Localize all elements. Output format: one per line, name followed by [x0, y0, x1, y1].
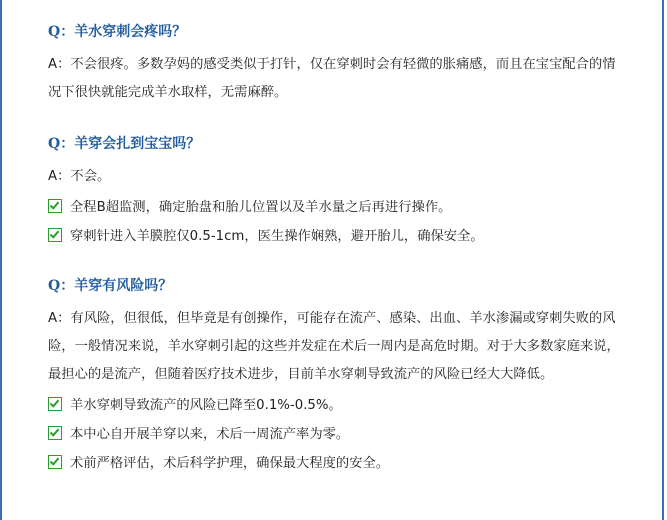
check-item-text: 全程B超监测，确定胎盘和胎儿位置以及羊水量之后再进行操作。 — [70, 200, 452, 215]
faq-section-pain — [48, 22, 628, 107]
green-checkbox-icon — [48, 426, 62, 440]
check-item — [48, 220, 628, 249]
faq-answer: A：有风险，但很低，但毕竟是有创操作，可能存在流产、感染、出血、羊水渗漏或穿刺失败的风险，一般情况来说，羊水穿刺引起的这些并发症在术后一周内是高危时期。对于大多数家庭来说，最担心的是流产，但随着医疗技术进步，目前羊水穿刺导致流产的风险已经大大降低。 — [48, 311, 620, 382]
green-checkbox-icon — [48, 228, 62, 242]
check-item-text: 羊水穿刺导致流产的风险已降至0.1%-0.5%。 — [70, 398, 342, 413]
check-item-text: 本中心自开展羊穿以来，术后一周流产率为零。 — [70, 427, 350, 442]
check-item — [48, 389, 628, 418]
check-item — [48, 447, 628, 476]
green-checkbox-icon — [48, 199, 62, 213]
faq-section-risk — [48, 276, 628, 476]
faq-answer: A：不会很疼。多数孕妈的感受类似于打针，仅在穿刺时会有轻微的胀痛感，而且在宝宝配合的情况下很快就能完成羊水取样，无需麻醉。 — [48, 57, 616, 100]
faq-answer: A：不会。 — [48, 169, 111, 184]
green-checkbox-icon — [48, 397, 62, 411]
faq-question: Q：羊穿有风险吗？ — [48, 278, 173, 294]
green-checkbox-icon — [48, 455, 62, 469]
faq-section-needle — [48, 134, 628, 249]
faq-question: Q：羊水穿刺会疼吗？ — [48, 24, 187, 40]
check-item — [48, 191, 628, 220]
check-item-text: 术前严格评估，术后科学护理，确保最大程度的安全。 — [70, 456, 390, 471]
faq-question: Q：羊穿会扎到宝宝吗？ — [48, 136, 201, 152]
faq-content — [48, 22, 628, 503]
check-item-text: 穿刺针进入羊膜腔仅0.5-1cm，医生操作娴熟，避开胎儿，确保安全。 — [70, 229, 484, 244]
check-item — [48, 418, 628, 447]
